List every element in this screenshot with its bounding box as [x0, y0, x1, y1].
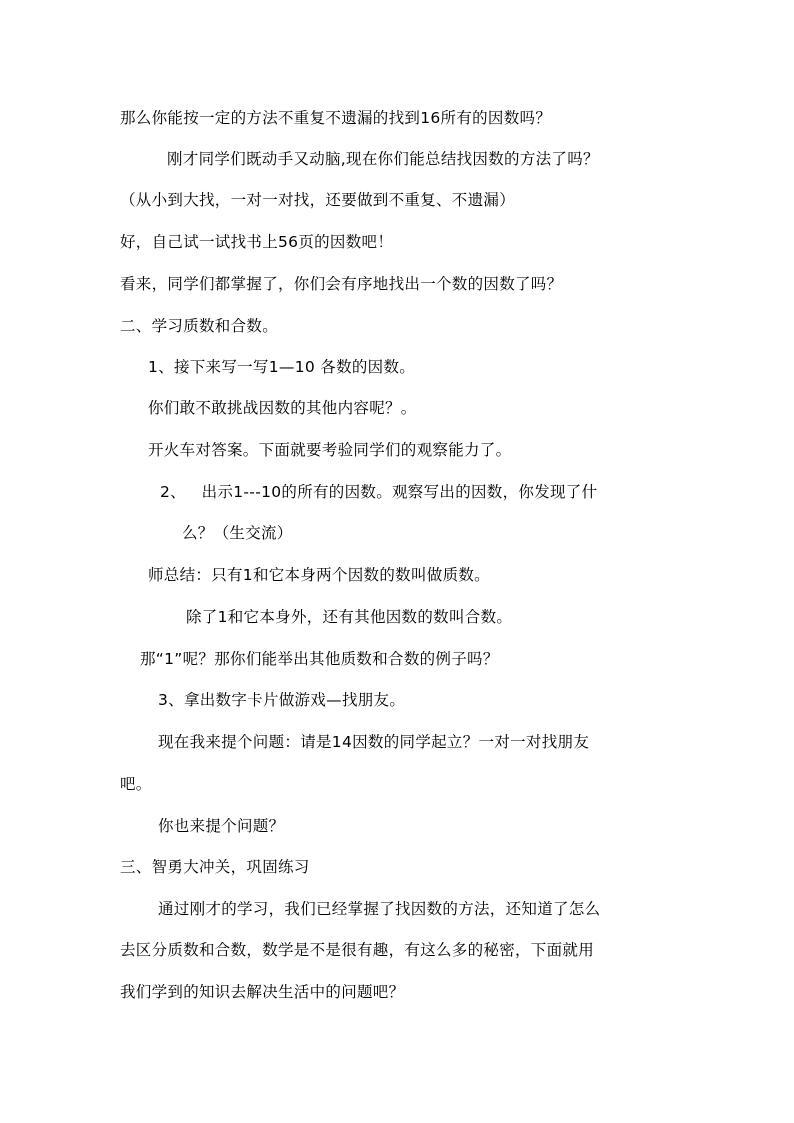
text-line-9: 开火车对答案。下面就要考验同学们的观察能力了。: [148, 441, 512, 459]
text-line-7: 1、接下来写一写1—10 各数的因数。: [148, 358, 416, 376]
text-line-16: 现在我来提个问题：请是14因数的同学起立？一对一对找朋友: [158, 733, 590, 751]
section-heading-3: 三、智勇大冲关，巩固练习: [120, 858, 310, 876]
text-line-22: 我们学到的知识去解决生活中的问题吧？: [120, 983, 405, 1001]
text-line-14: 那“1”呢？那你们能举出其他质数和合数的例子吗？: [140, 650, 499, 668]
text-line-5: 看来，同学们都掌握了，你们会有序地找出一个数的因数了吗？: [120, 275, 563, 293]
text-line-13: 除了1和它本身外，还有其他因数的数叫合数。: [186, 608, 513, 626]
text-line-15: 3、拿出数字卡片做游戏—找朋友。: [158, 691, 406, 709]
text-line-4: 好，自己试一试找书上56页的因数吧！: [120, 233, 394, 251]
text-line-12: 师总结：只有1和它本身两个因数的数叫做质数。: [148, 566, 490, 584]
text-line-10: 2、 出示1---10的所有的因数。观察写出的因数，你发现了什: [160, 483, 598, 501]
section-heading-2: 二、学习质数和合数。: [120, 317, 279, 335]
text-line-20: 通过刚才的学习，我们已经掌握了找因数的方法，还知道了怎么: [158, 900, 601, 918]
text-line-18: 你也来提个问题？: [158, 817, 285, 835]
text-line-2: 刚才同学们既动手又动脑,现在你们能总结找因数的方法了吗？: [167, 150, 599, 168]
text-line-21: 去区分质数和合数，数学是不是很有趣，有这么多的秘密，下面就用: [120, 941, 595, 959]
text-line-1: 那么你能按一定的方法不重复不遗漏的找到16所有的因数吗？: [120, 109, 552, 127]
text-line-8: 你们敢不敢挑战因数的其他内容呢？。: [148, 399, 417, 417]
text-line-17: 吧。: [120, 775, 152, 793]
text-line-11: 么？（生交流）: [182, 524, 293, 542]
text-line-3: （从小到大找，一对一对找，还要做到不重复、不遗漏）: [120, 191, 516, 209]
